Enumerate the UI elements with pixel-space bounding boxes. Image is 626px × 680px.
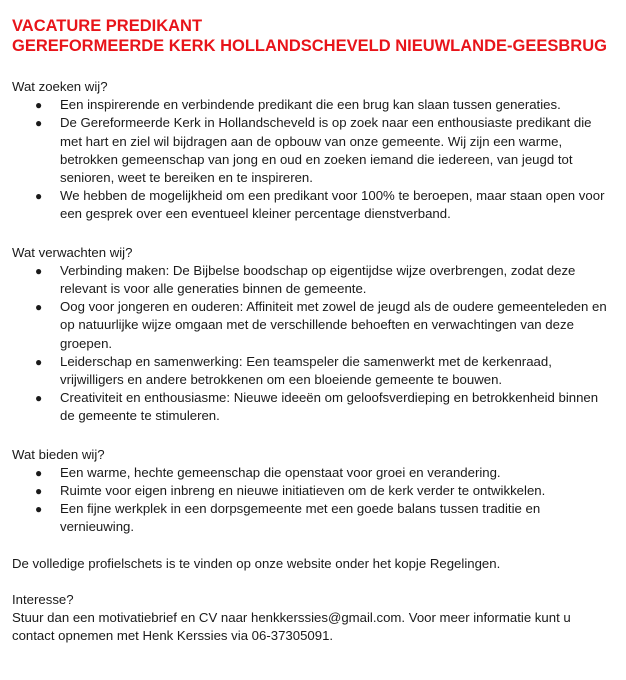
- bullet-icon: ●: [35, 502, 43, 517]
- list-item: [12, 482, 616, 500]
- list-item-text: Een inspirerende en verbindende predikant die een brug kan slaan tussen generaties.: [60, 97, 561, 113]
- bullet-icon: ●: [35, 116, 43, 131]
- section-heading: Wat bieden wij?: [12, 446, 105, 462]
- list-item: [12, 298, 616, 353]
- bullet-icon: ●: [35, 354, 43, 369]
- list-item: [12, 464, 616, 482]
- list-item-text: Een warme, hechte gemeenschap die openstaat voor groei en verandering.: [60, 464, 501, 480]
- document-subtitle: GEREFORMEERDE KERK HOLLANDSCHEVELD NIEUWLANDE-GEESBRUG: [12, 37, 607, 55]
- bullet-list: [12, 464, 616, 537]
- bullet-icon: ●: [35, 189, 43, 204]
- interest-text: Stuur dan een motivatiebrief en CV naar henkkerssies@gmail.com. Voor meer informatie kunt u contact opnemen met Henk Kerssies via 06-37305091.: [12, 610, 571, 644]
- bullet-list: [12, 96, 616, 223]
- list-item: [12, 187, 616, 223]
- document-title: VACATURE PREDIKANT: [12, 17, 203, 35]
- list-item: [12, 114, 616, 187]
- list-item: [12, 500, 616, 536]
- bullet-icon: ●: [35, 98, 43, 113]
- list-item: [12, 262, 616, 298]
- profile-note-text: De volledige profielschets is te vinden op onze website onder het kopje Regelingen.: [12, 555, 501, 571]
- section-heading: Wat verwachten wij?: [12, 244, 133, 260]
- profile-note: [12, 555, 616, 573]
- section-heading: Wat zoeken wij?: [12, 79, 108, 94]
- bullet-icon: ●: [35, 300, 43, 315]
- list-item-text: We hebben de mogelijkheid om een predikant voor 100% te beroepen, maar staan open voor een gesprek over een eventueel kleiner percentage dienstverband.: [60, 188, 605, 222]
- section-wat-zoeken-wij: [12, 78, 616, 224]
- bullet-icon: ●: [35, 391, 43, 406]
- list-item-text: Oog voor jongeren en ouderen: Affiniteit met zowel de jeugd als de oudere gemeenteleden en op natuurlijke wijze omgaan met de verschillende behoeften en verwachtingen van deze groepen.: [60, 299, 607, 351]
- list-item-text: Leiderschap en samenwerking: Een teamspeler die samenwerkt met de kerkenraad, vrijwilligers en andere betrokkenen om een bloeiende gemeente te bouwen.: [60, 353, 552, 388]
- bullet-icon: ●: [35, 263, 43, 278]
- bullet-icon: ●: [35, 465, 43, 480]
- list-item-text: Creativiteit en enthousiasme: Nieuwe ideeën om geloofsverdieping en betrokkenheid binnen de gemeente te stimuleren.: [60, 390, 599, 424]
- bullet-list: [12, 262, 616, 426]
- interest-section: [12, 591, 616, 646]
- section-wat-bieden-wij: [12, 446, 616, 537]
- list-item-text: Een fijne werkplek in een dorpsgemeente met een goede balans tussen traditie en vernieuwing.: [60, 501, 541, 535]
- list-item-text: Ruimte voor eigen inbreng en nieuwe initiatieven om de kerk verder te ontwikkelen.: [60, 483, 546, 499]
- list-item: [12, 353, 616, 389]
- list-item-text: Verbinding maken: De Bijbelse boodschap op eigentijdse wijze overbrengen, zodat deze relevant is voor alle generaties binnen de gemeente.: [60, 262, 576, 297]
- list-item: [12, 389, 616, 425]
- section-wat-verwachten-wij: [12, 244, 616, 426]
- list-item: [12, 96, 616, 114]
- bullet-icon: ●: [35, 484, 43, 499]
- interest-heading: Interesse?: [12, 591, 74, 607]
- list-item-text: De Gereformeerde Kerk in Hollandscheveld is op zoek naar een enthousiaste predikant die met hart en ziel wil bijdragen aan de opbouw van onze gemeente. Wij zijn een warme, betrokken gemeenschap van jong en oud en zoeken iemand die iedereen, van jeugd tot senioren, weet te bereiken en te inspireren.: [60, 115, 592, 186]
